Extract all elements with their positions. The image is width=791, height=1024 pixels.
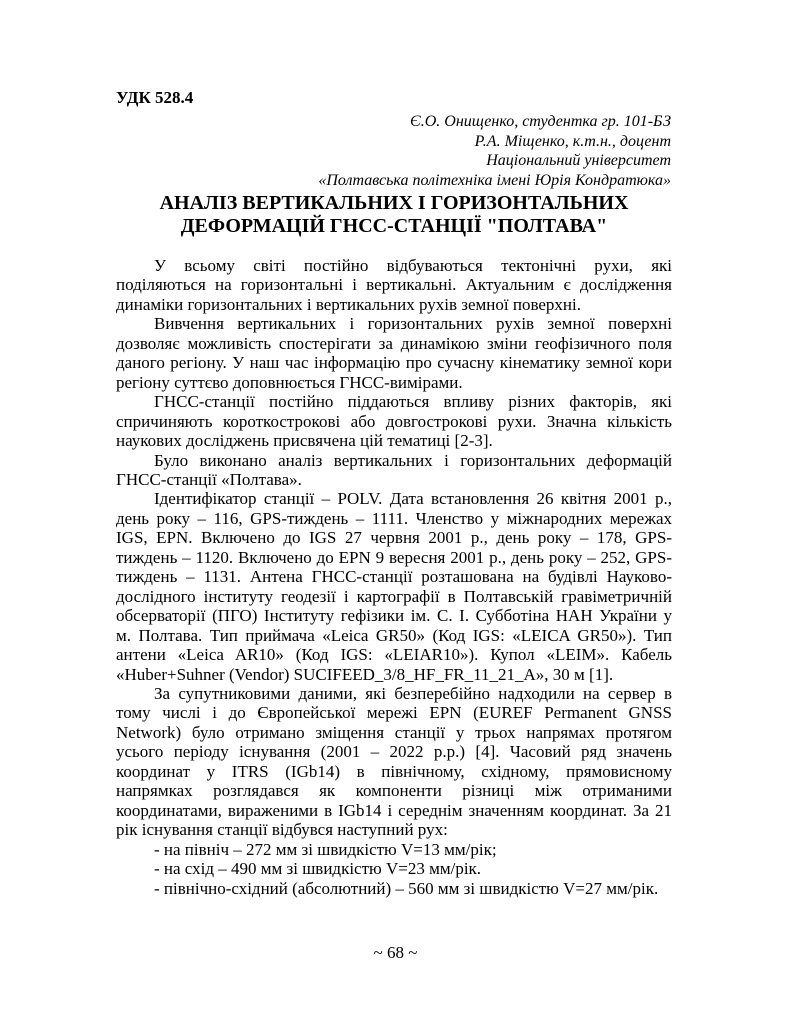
list-item: - на північ – 272 мм зі швидкістю V=13 мм/рік; <box>154 839 497 859</box>
text-line: дозволяє можливість спостерігати за динамікою зміни геофізичного поля <box>116 333 672 353</box>
text-line: Вивчення вертикальних і горизонтальних рухів земної поверхні <box>154 314 672 334</box>
udc-code: УДК 528.4 <box>116 88 194 107</box>
text-line: дослідного інституту геодезії і картографії в Полтавській гравіметричній <box>116 586 672 606</box>
text-line: рік існування станції відбувся наступний рух: <box>116 820 448 840</box>
paragraph <box>116 684 672 840</box>
text-line: день року – 116, GPS-тиждень – 1111. Членство у міжнародних мережах <box>116 508 672 528</box>
author-2: Р.А. Міщенко, к.т.н., доцент <box>474 132 671 150</box>
affiliation-2: «Полтавська політехніка імені Юрія Кондратюка» <box>318 171 671 189</box>
article-body <box>116 256 672 898</box>
affiliation-1: Національний університет <box>486 152 671 169</box>
text-line: даного регіону. У наш час інформацію про сучасну кінематику земної кори <box>116 353 672 373</box>
authors-block <box>318 112 671 190</box>
text-line: ГНСС-станції «Полтава». <box>116 469 302 489</box>
text-line: динаміки горизонтальних і вертикальних рухів земної поверхні. <box>116 294 581 314</box>
paragraph <box>116 314 672 392</box>
paragraph <box>116 392 672 450</box>
text-line: спричиняють короткострокові або довгострокові рухи. Значна кількість <box>116 411 672 431</box>
list-item: - на схід – 490 мм зі швидкістю V=23 мм/рік. <box>154 859 482 879</box>
page-title <box>116 192 672 238</box>
text-line: «Huber+Suhner (Vendor) SUCIFEED_3/8_HF_FR_11_21_A», 30 м [1]. <box>116 664 614 684</box>
text-line: тому числі і до Європейської мережі EPN (EUREF Permanent GNSS <box>116 703 672 723</box>
text-line: Було виконано аналіз вертикальних і горизонтальних деформацій <box>154 450 672 470</box>
paragraph <box>116 256 672 314</box>
text-line: Ідентифікатор станції – POLV. Дата встановлення 26 квітня 2001 р., <box>154 489 672 509</box>
text-line: напрямках розглядався як компоненти різниці між отриманими <box>116 781 672 801</box>
text-line: IGS, EPN. Включено до IGS 27 червня 2001 р., день року – 178, GPS- <box>116 528 672 548</box>
text-line: тиждень – 1131. Антена ГНСС-станції розташована на будівлі Науково- <box>116 567 672 587</box>
text-line: У всьому світі постійно відбуваються тектонічні рухи, які <box>154 256 672 275</box>
text-line: регіону суттєво доповнюється ГНСС-вимірами. <box>116 372 463 392</box>
text-line: координат у ITRS (IGb14) в північному, східному, прямовисному <box>116 761 672 781</box>
text-line: поділяються на горизонтальні і вертикальні. Актуальним є дослідження <box>116 275 672 295</box>
text-line: Network) було отримано зміщення станції у трьох напрямах протягом <box>116 722 672 742</box>
text-line: ГНСС-станції постійно піддаються впливу різних факторів, які <box>154 392 672 412</box>
paragraph <box>116 451 672 490</box>
text-line: тиждень – 1120. Включено до EPN 9 вересня 2001 р., день року – 252, GPS- <box>116 547 672 567</box>
text-line: координатами, вираженими в IGb14 і середнім значенням координат. За 21 <box>116 800 672 820</box>
text-line: м. Полтава. Тип приймача «Leica GR50» (Код IGS: «LEICA GR50»). Тип <box>116 625 672 645</box>
text-line: усього періоду існування (2001 – 2022 р.р.) [4]. Часовий ряд значень <box>116 742 672 762</box>
text-line: обсерваторії (ПГО) Інституту гефізики ім. С. І. Субботіна НАН України у <box>116 606 672 626</box>
author-1: Є.О. Онищенко, студентка гр. 101-БЗ <box>410 113 671 130</box>
paragraph <box>116 489 672 684</box>
title-line: АНАЛІЗ ВЕРТИКАЛЬНИХ І ГОРИЗОНТАЛЬНИХ <box>159 192 629 214</box>
title-line: ДЕФОРМАЦІЙ ГНСС-СТАНЦІЇ "ПОЛТАВА" <box>180 215 608 237</box>
text-line: За супутниковими даними, які безперебійно надходили на сервер в <box>154 683 672 703</box>
page-number: ~ 68 ~ <box>373 943 418 962</box>
list-item: - північно-східний (абсолютний) – 560 мм зі швидкістю V=27 мм/рік. <box>154 878 659 898</box>
text-line: наукових досліджень присвячена цій тематиці [2-3]. <box>116 431 493 451</box>
text-line: антени «Leica AR10» (Код IGS: «LEIAR10»). Купол «LEIM». Кабель <box>116 645 672 665</box>
